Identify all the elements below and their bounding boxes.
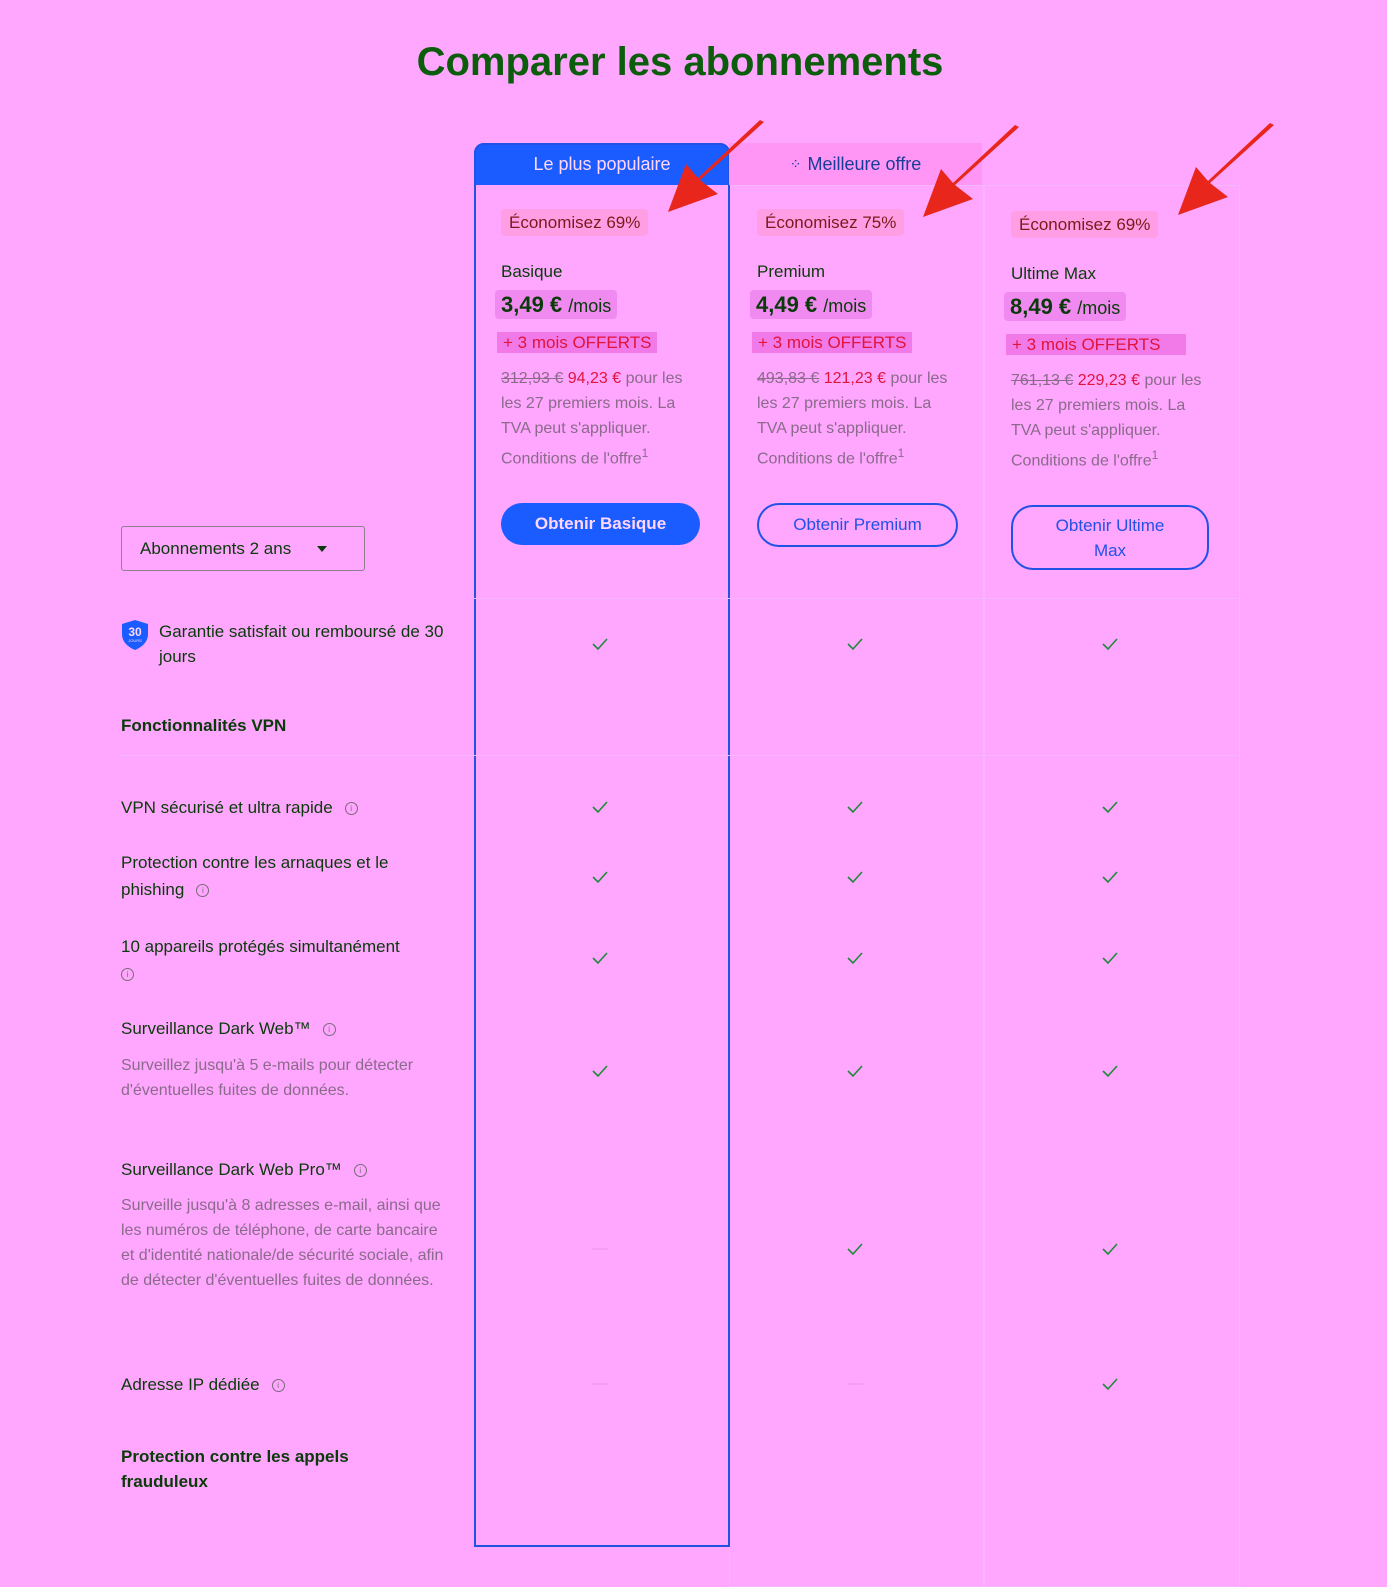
check-icon: [591, 1062, 609, 1080]
feature-label: Surveillance Dark Web™ i: [121, 1015, 451, 1042]
get-ultime-max-button[interactable]: Obtenir Ultime Max: [1011, 505, 1209, 570]
info-icon[interactable]: i: [196, 884, 209, 897]
most-popular-ribbon: Le plus populaire: [474, 143, 730, 185]
feature-label: Protection contre les arnaques et le phishing i: [121, 853, 389, 899]
subscription-period-select[interactable]: [121, 526, 365, 571]
subscription-period-value: Abonnements 2 ans: [140, 538, 292, 558]
not-included-dash: [592, 1248, 608, 1250]
get-basique-button[interactable]: Obtenir Basique: [501, 503, 700, 545]
section-title-vpn: Fonctionnalités VPN: [121, 716, 287, 735]
check-icon: [1101, 949, 1119, 967]
check-icon: [846, 949, 864, 967]
check-icon: [1101, 635, 1119, 653]
not-included-dash: [847, 1383, 863, 1385]
plan-name: Basique: [501, 262, 563, 281]
guarantee-label: Garantie satisfait ou remboursé de 30 jours: [159, 622, 444, 666]
bonus-offer: + 3 mois OFFERTS: [497, 333, 657, 353]
not-included-dash: [592, 1383, 608, 1385]
price-terms: 312,93 € 94,23 € pour les les 27 premiers mois. La TVA peut s'appliquer. Conditions de l'offre$^1$: [501, 370, 683, 468]
check-icon: [846, 1240, 864, 1258]
check-icon: [591, 868, 609, 886]
check-icon: [591, 949, 609, 967]
info-icon[interactable]: i: [354, 1164, 367, 1177]
info-icon[interactable]: i: [272, 1379, 285, 1392]
info-icon[interactable]: i: [345, 802, 358, 815]
annotation-arrow: [660, 120, 770, 220]
divider: [474, 598, 1238, 599]
price-terms: 761,13 € 229,23 € pour les les 27 premiers mois. La TVA peut s'appliquer. Conditions de l'offre$^1$: [1011, 372, 1202, 470]
svg-text:30: 30: [128, 625, 142, 639]
plan-price: 8,49 € /mois: [1004, 294, 1126, 320]
feature-label: 10 appareils protégés simultanément i: [121, 937, 400, 980]
sparkle-icon: ⁘: [789, 155, 802, 172]
check-icon: [1101, 868, 1119, 886]
check-icon: [1101, 1062, 1119, 1080]
feature-label: Adresse IP dédiée i: [121, 1371, 451, 1398]
best-offer-label: Meilleure offre: [807, 153, 922, 174]
feature-label: Surveillance Dark Web Pro™ i: [121, 1156, 451, 1183]
section-title-call-protection: Protection contre les appels frauduleux: [121, 1447, 349, 1491]
check-icon: [1101, 798, 1119, 816]
annotation-arrow: [1170, 123, 1280, 223]
plan-name: Premium: [757, 262, 826, 281]
check-icon: [591, 798, 609, 816]
info-icon[interactable]: i: [121, 968, 134, 981]
bonus-offer: + 3 mois OFFERTS: [1006, 335, 1186, 355]
30-day-guarantee-shield-icon: [121, 619, 149, 651]
plan-price: 3,49 € /mois: [495, 292, 617, 318]
plan-price: 4,49 € /mois: [750, 292, 872, 318]
check-icon: [846, 798, 864, 816]
check-icon: [1101, 1240, 1119, 1258]
annotation-arrow: [915, 125, 1025, 225]
feature-description: Surveillez jusqu'à 5 e-mails pour détecter d'éventuelles fuites de données.: [121, 1057, 414, 1099]
check-icon: [1101, 1375, 1119, 1393]
plan-name: Ultime Max: [1011, 264, 1097, 283]
check-icon: [846, 1062, 864, 1080]
svg-text:JOURS: JOURS: [128, 638, 142, 643]
feature-label: VPN sécurisé et ultra rapide i: [121, 794, 451, 821]
page-title: Comparer les abonnements: [416, 40, 944, 84]
feature-description: Surveille jusqu'à 8 adresses e-mail, ainsi que les numéros de téléphone, de carte bancaire et d'identité nationale/de sécurité sociale, afin de détecter d'éventuelles fuites de données.: [121, 1197, 444, 1289]
savings-badge: Économisez 69%: [1011, 215, 1158, 235]
info-icon[interactable]: i: [323, 1023, 336, 1036]
check-icon: [846, 868, 864, 886]
check-icon: [846, 635, 864, 653]
get-premium-button[interactable]: Obtenir Premium: [757, 503, 958, 547]
savings-badge: Économisez 69%: [501, 213, 648, 233]
price-terms: 493,83 € 121,23 € pour les les 27 premiers mois. La TVA peut s'appliquer. Conditions de l'offre$^1$: [757, 370, 948, 468]
savings-badge: Économisez 75%: [757, 213, 904, 233]
bonus-offer: + 3 mois OFFERTS: [752, 333, 912, 353]
caret-down-icon: [317, 546, 327, 552]
plan-column-basique-border: [474, 143, 730, 1547]
check-icon: [591, 635, 609, 653]
divider: [120, 755, 1238, 756]
